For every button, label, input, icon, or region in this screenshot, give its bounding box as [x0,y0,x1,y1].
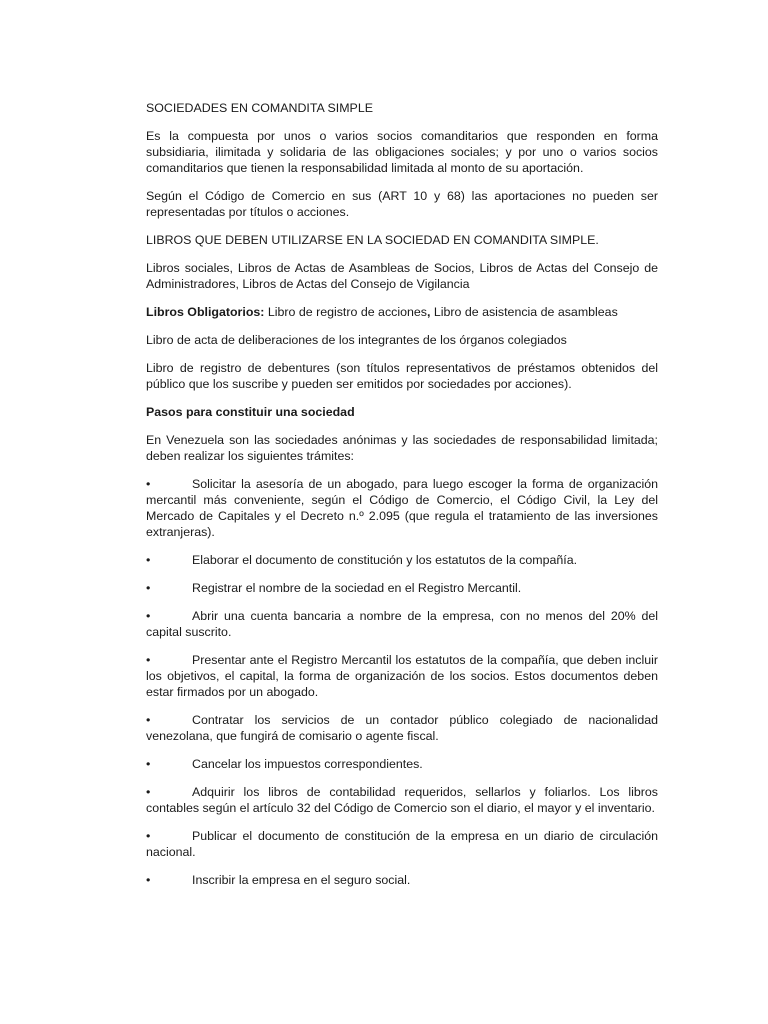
heading-pasos [146,404,658,420]
bullet: • [146,829,151,843]
list-item [146,608,658,640]
list-item [146,552,658,568]
bullet: • [146,873,151,887]
list-item [146,652,658,700]
step-text: Solicitar la asesoría de un abogado, para luego escoger la forma de organización mercantil más conveniente, según el Código de Comercio, el Código Civil, la Ley del Mercado de Capitales y el Decreto n.º 2.095 (que regula el tratamiento de las inversiones extranjeras). [146,477,658,539]
text-asistencia-asambleas: Libro de asistencia de asambleas [430,305,618,319]
step-text: Presentar ante el Registro Mercantil los estatutos de la compañía, que deben incluir los objetivos, el capital, la forma de organización de los socios. Estos documentos deben estar firmados por un abogado. [146,653,658,699]
separator-comma: , [426,305,431,319]
paragraph-libros-obligatorios [146,304,658,320]
bullet: • [146,477,151,491]
bullet: • [146,609,151,623]
paragraph-codigo-comercio: Según el Código de Comercio en sus (ART 10 y 68) las aportaciones no pueden ser representadas por títulos o acciones. [146,189,658,219]
heading-libros: LIBROS QUE DEBEN UTILIZARSE EN LA SOCIEDAD EN COMANDITA SIMPLE. [146,233,599,247]
paragraph-debentures: Libro de registro de debentures (son títulos representativos de préstamos obtenidos del público que los suscribe y pueden ser emitidos por sociedades por acciones). [146,361,658,391]
step-text: Adquirir los libros de contabilidad requeridos, sellarlos y foliarlos. Los libros contables según el artículo 32 del Código de Comercio son el diario, el mayor y el inventario. [146,785,658,815]
list-item [146,756,658,772]
step-text: Contratar los servicios de un contador público colegiado de nacionalidad venezolana, que fungirá de comisario o agente fiscal. [146,713,658,743]
bullet: • [146,581,151,595]
heading-pasos-text: Pasos para constituir una sociedad [146,405,355,419]
paragraph-venezuela: En Venezuela son las sociedades anónimas y las sociedades de responsabilidad limitada; deben realizar los siguientes trámites: [146,433,658,463]
step-text: Registrar el nombre de la sociedad en el Registro Mercantil. [192,581,522,595]
step-text: Cancelar los impuestos correspondientes. [192,757,423,771]
document-page [146,100,658,900]
bullet: • [146,785,151,799]
bullet: • [146,713,151,727]
paragraph-libro-actas: Libro de acta de deliberaciones de los integrantes de los órganos colegiados [146,333,567,347]
list-item [146,476,658,540]
list-item [146,712,658,744]
paragraph-definition: Es la compuesta por unos o varios socios comanditarios que responden en forma subsidiaria, ilimitada y solidaria de las obligaciones sociales; y por uno o varios socios comanditarios que tienen la responsabilidad limitada al monto de su aportación. [146,129,658,175]
label-libros-obligatorios: Libros Obligatorios: [146,305,265,319]
document-title: SOCIEDADES EN COMANDITA SIMPLE [146,101,373,115]
list-item [146,580,658,596]
text-registro-acciones: Libro de registro de acciones [264,305,427,319]
paragraph-libros-sociales: Libros sociales, Libros de Actas de Asambleas de Socios, Libros de Actas del Consejo de Administradores, Libros de Actas del Consejo de Vigilancia [146,261,658,291]
bullet: • [146,653,151,667]
bullet: • [146,553,151,567]
step-text: Elaborar el documento de constitución y los estatutos de la compañía. [192,553,578,567]
list-item [146,828,658,860]
list-item [146,784,658,816]
list-item [146,872,658,888]
step-text: Publicar el documento de constitución de la empresa en un diario de circulación nacional. [146,829,658,859]
step-text: Inscribir la empresa en el seguro social. [192,873,411,887]
bullet: • [146,757,151,771]
step-text: Abrir una cuenta bancaria a nombre de la empresa, con no menos del 20% del capital suscrito. [146,609,658,639]
